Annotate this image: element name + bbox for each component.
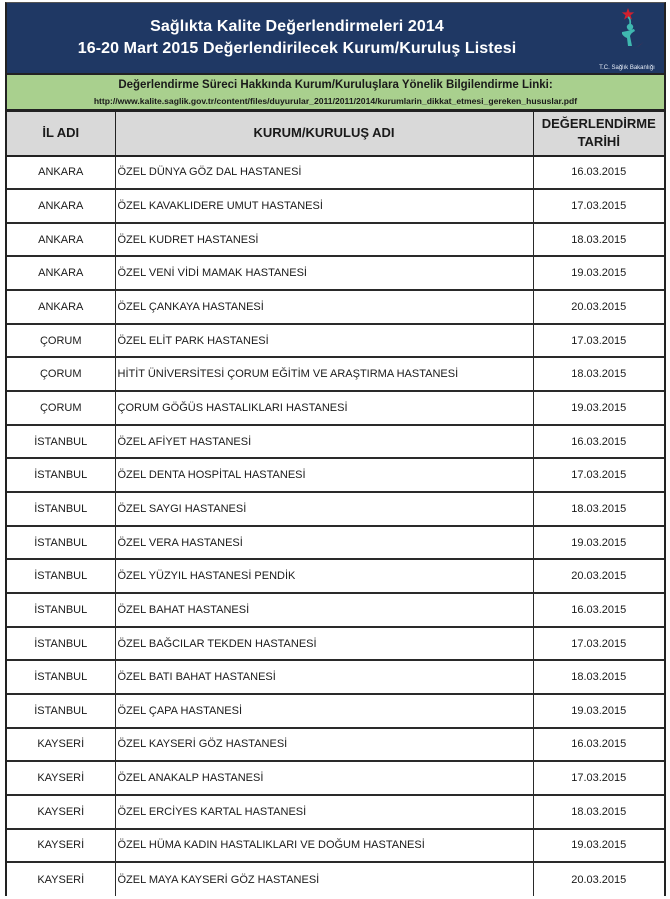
table-row xyxy=(7,593,664,627)
cell-date: 19.03.2015 xyxy=(533,256,664,290)
cell-date: 17.03.2015 xyxy=(533,761,664,795)
cell-institution: ÖZEL DENTA HOSPİTAL HASTANESİ xyxy=(115,458,533,492)
cell-date: 20.03.2015 xyxy=(533,290,664,324)
cell-institution: ÖZEL BAHAT HASTANESİ xyxy=(115,593,533,627)
cell-date: 18.03.2015 xyxy=(533,492,664,526)
table-header-row xyxy=(7,112,664,156)
cell-city: İSTANBUL xyxy=(7,694,115,728)
cell-date: 19.03.2015 xyxy=(533,829,664,863)
cell-institution: ÖZEL KAYSERİ GÖZ HASTANESİ xyxy=(115,728,533,762)
logo-caption: T.C. Sağlık Bakanlığı xyxy=(599,65,655,71)
cell-institution: ÇORUM GÖĞÜS HASTALIKLARI HASTANESİ xyxy=(115,391,533,425)
cell-institution: ÖZEL MAYA KAYSERİ GÖZ HASTANESİ xyxy=(115,862,533,896)
table-row xyxy=(7,391,664,425)
document-sheet xyxy=(5,2,666,896)
cell-date: 17.03.2015 xyxy=(533,627,664,661)
table-row xyxy=(7,627,664,661)
cell-date: 16.03.2015 xyxy=(533,156,664,190)
cell-date: 17.03.2015 xyxy=(533,458,664,492)
table-row xyxy=(7,357,664,391)
cell-institution: ÖZEL ÇANKAYA HASTANESİ xyxy=(115,290,533,324)
cell-institution: HİTİT ÜNİVERSİTESİ ÇORUM EĞİTİM VE ARAŞTIRMA HASTANESİ xyxy=(115,357,533,391)
cell-city: KAYSERİ xyxy=(7,795,115,829)
cell-date: 18.03.2015 xyxy=(533,357,664,391)
table-row xyxy=(7,694,664,728)
cell-city: ANKARA xyxy=(7,156,115,190)
header-date xyxy=(533,112,664,156)
header-date-line2: TARİHİ xyxy=(577,134,620,150)
cell-city: ÇORUM xyxy=(7,324,115,358)
title-banner xyxy=(7,3,664,75)
cell-city: İSTANBUL xyxy=(7,526,115,560)
cell-institution: ÖZEL AFİYET HASTANESİ xyxy=(115,425,533,459)
cell-institution: ÖZEL VENİ VİDİ MAMAK HASTANESİ xyxy=(115,256,533,290)
cell-institution: ÖZEL DÜNYA GÖZ DAL HASTANESİ xyxy=(115,156,533,190)
header-city: İL ADI xyxy=(7,112,115,156)
document-title: Sağlıkta Kalite Değerlendirmeleri 2014 xyxy=(150,18,444,35)
table-row xyxy=(7,223,664,257)
info-link[interactable]: http://www.kalite.saglik.gov.tr/content/files/duyurular_2011/2011/2014/kurumlarin_dikkat_etmesi_gereken_hususlar.pdf xyxy=(93,96,578,106)
cell-institution: ÖZEL ÇAPA HASTANESİ xyxy=(115,694,533,728)
table-row xyxy=(7,829,664,863)
document-subtitle: 16-20 Mart 2015 Değerlendirilecek Kurum/Kuruluş Listesi xyxy=(77,40,517,57)
table-row xyxy=(7,189,664,223)
cell-date: 18.03.2015 xyxy=(533,795,664,829)
cell-institution: ÖZEL BATI BAHAT HASTANESİ xyxy=(115,660,533,694)
cell-date: 16.03.2015 xyxy=(533,425,664,459)
cell-date: 18.03.2015 xyxy=(533,660,664,694)
table-row xyxy=(7,526,664,560)
crescent-star-figure-icon xyxy=(594,5,660,63)
cell-city: ANKARA xyxy=(7,256,115,290)
cell-institution: ÖZEL ELİT PARK HASTANESİ xyxy=(115,324,533,358)
table-row xyxy=(7,761,664,795)
cell-city: ANKARA xyxy=(7,189,115,223)
cell-institution: ÖZEL KAVAKLIDERE UMUT HASTANESİ xyxy=(115,189,533,223)
table-row xyxy=(7,795,664,829)
cell-date: 20.03.2015 xyxy=(533,862,664,896)
cell-city: İSTANBUL xyxy=(7,660,115,694)
cell-city: İSTANBUL xyxy=(7,593,115,627)
cell-city: KAYSERİ xyxy=(7,728,115,762)
header-date-line1: DEĞERLENDİRME xyxy=(541,116,656,132)
cell-institution: ÖZEL HÜMA KADIN HASTALIKLARI VE DOĞUM HASTANESİ xyxy=(115,829,533,863)
info-title: Değerlendirme Süreci Hakkında Kurum/Kuruluşlara Yönelik Bilgilendirme Linki: xyxy=(118,79,553,91)
table-row xyxy=(7,290,664,324)
cell-city: ANKARA xyxy=(7,223,115,257)
table-row xyxy=(7,156,664,190)
table-row xyxy=(7,256,664,290)
cell-institution: ÖZEL YÜZYIL HASTANESİ PENDİK xyxy=(115,559,533,593)
table-row xyxy=(7,324,664,358)
cell-city: KAYSERİ xyxy=(7,829,115,863)
cell-date: 17.03.2015 xyxy=(533,324,664,358)
cell-institution: ÖZEL VERA HASTANESİ xyxy=(115,526,533,560)
cell-city: İSTANBUL xyxy=(7,559,115,593)
cell-city: KAYSERİ xyxy=(7,862,115,896)
cell-institution: ÖZEL ANAKALP HASTANESİ xyxy=(115,761,533,795)
cell-institution: ÖZEL BAĞCILAR TEKDEN HASTANESİ xyxy=(115,627,533,661)
cell-city: İSTANBUL xyxy=(7,458,115,492)
cell-date: 17.03.2015 xyxy=(533,189,664,223)
table-row xyxy=(7,458,664,492)
cell-institution: ÖZEL ERCİYES KARTAL HASTANESİ xyxy=(115,795,533,829)
cell-city: ÇORUM xyxy=(7,391,115,425)
table-row xyxy=(7,425,664,459)
cell-date: 19.03.2015 xyxy=(533,526,664,560)
table-row xyxy=(7,862,664,896)
ministry-logo xyxy=(594,5,660,73)
cell-city: ANKARA xyxy=(7,290,115,324)
cell-date: 19.03.2015 xyxy=(533,391,664,425)
institution-table xyxy=(7,111,664,896)
info-bar xyxy=(7,75,664,111)
table-row xyxy=(7,660,664,694)
cell-date: 16.03.2015 xyxy=(533,593,664,627)
table-row xyxy=(7,492,664,526)
cell-institution: ÖZEL KUDRET HASTANESİ xyxy=(115,223,533,257)
header-institution: KURUM/KURULUŞ ADI xyxy=(115,112,533,156)
cell-date: 18.03.2015 xyxy=(533,223,664,257)
table-row xyxy=(7,559,664,593)
cell-date: 19.03.2015 xyxy=(533,694,664,728)
cell-city: KAYSERİ xyxy=(7,761,115,795)
cell-city: İSTANBUL xyxy=(7,425,115,459)
cell-date: 20.03.2015 xyxy=(533,559,664,593)
cell-city: İSTANBUL xyxy=(7,627,115,661)
table-row xyxy=(7,728,664,762)
cell-institution: ÖZEL SAYGI HASTANESİ xyxy=(115,492,533,526)
cell-city: ÇORUM xyxy=(7,357,115,391)
cell-city: İSTANBUL xyxy=(7,492,115,526)
cell-date: 16.03.2015 xyxy=(533,728,664,762)
